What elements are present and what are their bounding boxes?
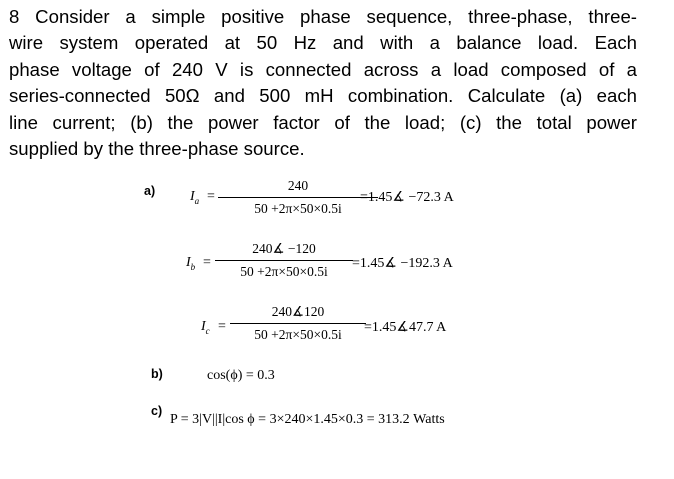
- power-factor: cos(ϕ) = 0.3: [207, 368, 275, 383]
- ib-denominator: 50 +2π×50×0.5i: [240, 264, 328, 279]
- ia-denominator: 50 +2π×50×0.5i: [254, 201, 342, 216]
- problem-line: wire system operated at 50 Hz and with a balance load. Each: [9, 32, 637, 54]
- ia-result: =1.45∡ −72.3 A: [360, 190, 454, 205]
- ic-numerator: 240∡120: [271, 304, 325, 319]
- ia-numerator: 240: [287, 178, 309, 193]
- problem-line: supplied by the three-phase source.: [9, 138, 305, 160]
- ia-fraction: [218, 178, 378, 217]
- ic-symbol: $I_c$: [201, 319, 210, 336]
- ib-symbol: $I_b$: [186, 255, 196, 272]
- ic-fraction: [230, 304, 366, 343]
- part-a-label: a): [144, 184, 156, 198]
- ic-result: =1.45∡47.7 A: [364, 320, 447, 335]
- ia-equals: =: [207, 189, 215, 204]
- ic-equals: =: [218, 319, 226, 334]
- ia-symbol: $I_a$: [190, 189, 200, 206]
- total-power: P = 3|V||I|cos ϕ = 3×240×1.45×0.3 = 313.2 Watts: [170, 412, 445, 427]
- problem-line: series-connected 50Ω and 500 mH combination. Calculate (a) each: [9, 85, 637, 107]
- problem-line: phase voltage of 240 V is connected across a load composed of a: [9, 58, 637, 80]
- ib-result: =1.45∡ −192.3 A: [352, 256, 453, 271]
- part-c-label: c): [151, 404, 163, 418]
- problem-statement: [9, 4, 637, 162]
- problem-line: 8 Consider a simple positive phase sequence, three-phase, three-: [9, 6, 637, 27]
- ic-denominator: 50 +2π×50×0.5i: [254, 327, 342, 342]
- problem-line: line current; (b) the power factor of the load; (c) the total power: [9, 111, 637, 133]
- ib-fraction: [215, 241, 353, 280]
- ib-equals: =: [203, 255, 211, 270]
- part-b-label: b): [151, 367, 163, 381]
- ib-numerator: 240∡ −120: [252, 241, 316, 256]
